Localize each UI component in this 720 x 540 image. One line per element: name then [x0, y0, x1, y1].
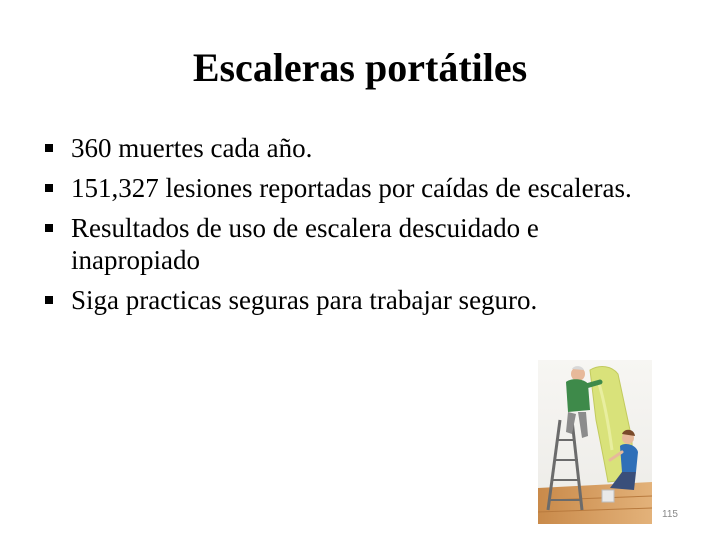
bullet-text: Siga practicas seguras para trabajar seguro. — [71, 285, 538, 315]
page-number: 115 — [662, 509, 678, 520]
ladder-painting-photo — [538, 360, 652, 524]
slide-title: Escaleras portátiles — [192, 45, 528, 90]
square-bullet-icon — [45, 224, 53, 232]
bullet-text: 360 muertes cada año. — [71, 133, 313, 163]
bullet-item — [45, 172, 660, 204]
bullet-item — [45, 284, 660, 316]
square-bullet-icon — [45, 296, 53, 304]
bullet-text: 151,327 lesiones reportadas por caídas de escaleras. — [71, 173, 632, 203]
bullet-list — [45, 132, 660, 324]
bullet-item — [45, 212, 660, 276]
square-bullet-icon — [45, 144, 53, 152]
square-bullet-icon — [45, 184, 53, 192]
bullet-item — [45, 132, 660, 164]
bullet-text: Resultados de uso de escalera descuidado e inapropiado — [71, 213, 539, 275]
